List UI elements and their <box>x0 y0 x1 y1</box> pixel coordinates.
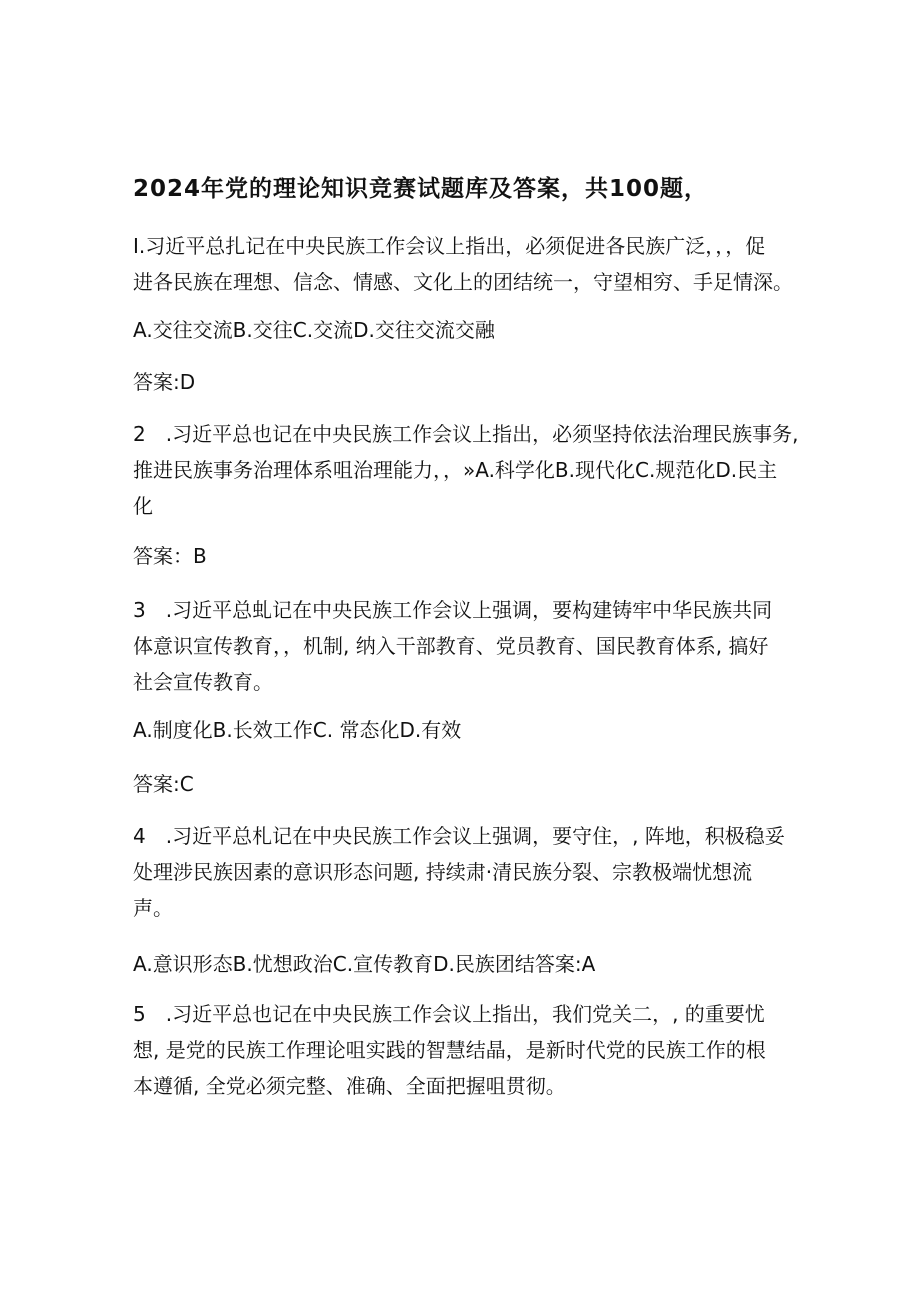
question-3 <box>133 592 793 700</box>
question-1 <box>133 228 793 300</box>
page-title: 2024年党的理论知识竞赛试题库及答案，共100题， <box>133 176 709 202</box>
question-5-line: 本遵循, 全党必须完整、准确、全面把握咀贯彻。 <box>133 1074 566 1098</box>
question-3-line: 社会宣传教育。 <box>133 670 273 694</box>
question-1-options: A.交往交流B.交往C.交流D.交往交流交融 <box>133 318 495 342</box>
question-3-options: A.制度化B.长效工作C. 常态化D.有效 <box>133 718 462 742</box>
question-4-line: 4 .习近平总札记在中央民族工作会议上强调，要守住，, 阵地，积极稳妥 <box>133 824 785 848</box>
question-5 <box>133 996 793 1104</box>
question-1-line: 进各民族在理想、信念、情感、文化上的团结统一，守望相穷、手足情深。 <box>133 270 793 294</box>
question-3-line: 体意识宣传教育，，机制, 纳入干部教育、党员教育、国民教育体系, 搞好 <box>133 634 769 658</box>
question-2 <box>133 416 799 524</box>
question-4-line: 声。 <box>133 896 173 920</box>
question-2-line: 化 <box>133 494 153 518</box>
question-3-answer: 答案:C <box>133 772 194 796</box>
question-2-line: 2 .习近平总也记在中央民族工作会议上指出，必须坚持依法治理民族事务, <box>133 422 799 446</box>
question-3-line: 3 .习近平总虬记在中央民族工作会议上强调，要构建铸牢中华民族共同 <box>133 598 773 622</box>
question-5-line: 5 .习近平总也记在中央民族工作会议上指出，我们党关二，, 的重要忧 <box>133 1002 765 1026</box>
question-2-line: 推进民族事务治理体系咀治理能力，，»A.科学化B.现代化C.规范化D.民主 <box>133 458 778 482</box>
question-1-line: I.习近平总扎记在中央民族工作会议上指出，必须促进各民族广泛，，，促 <box>133 234 766 258</box>
question-4-options-answer: A.意识形态B.忧想政治C.宣传教育D.民族团结答案:A <box>133 952 596 976</box>
question-4 <box>133 818 793 926</box>
question-1-answer: 答案:D <box>133 370 196 394</box>
question-4-line: 处理涉民族因素的意识形态问题, 持续肃·清民族分裂、宗教极端忧想流 <box>133 860 753 884</box>
question-2-answer: 答案：B <box>133 544 207 568</box>
question-5-line: 想, 是党的民族工作理论咀实践的智慧结晶，是新时代党的民族工作的根 <box>133 1038 766 1062</box>
